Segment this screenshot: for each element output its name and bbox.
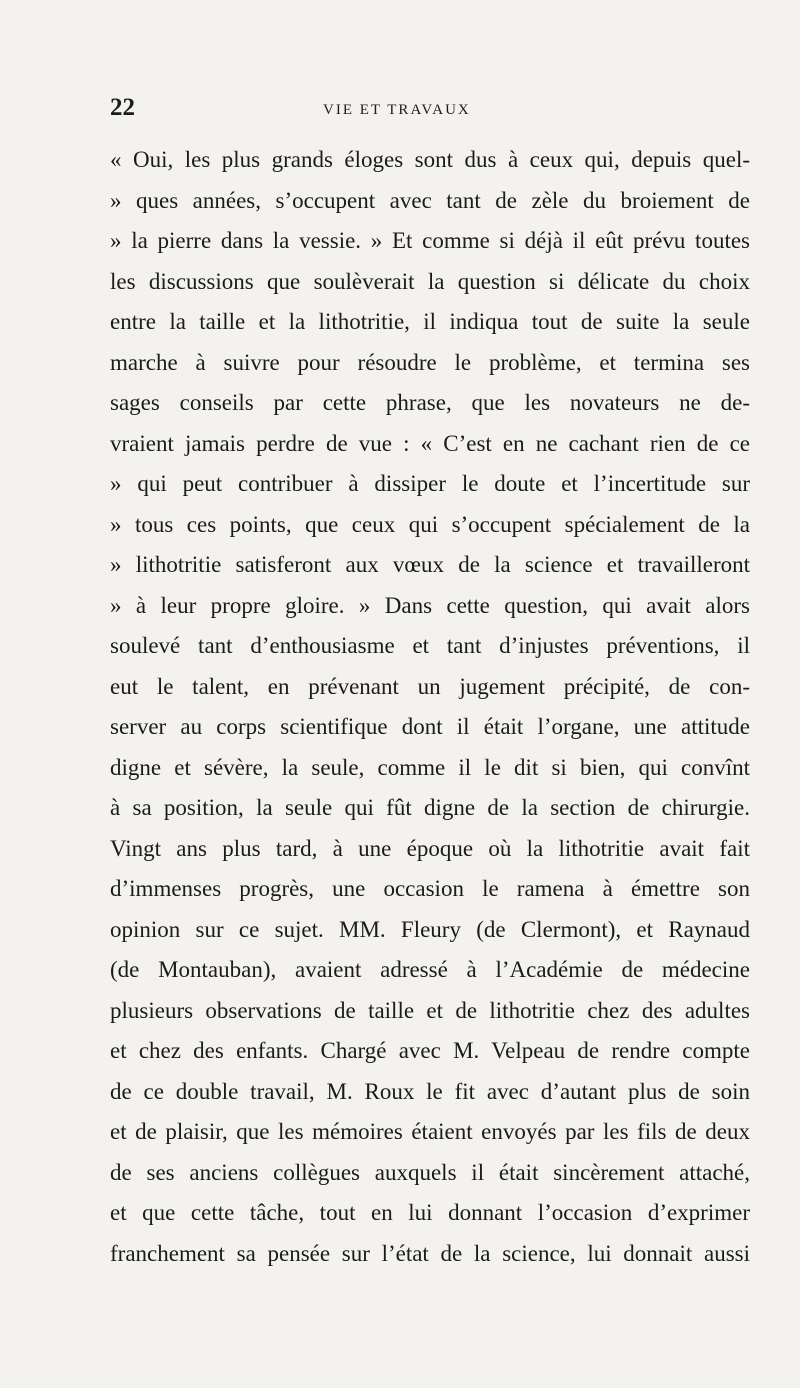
text-line: vraient jamais perdre de vue : « C’est en ne cachant rien de ce [110,430,750,456]
text-line: entre la taille et la lithotritie, il indiqua tout de suite la seule [110,309,750,334]
text-line: » lithotritie satisferont aux vœux de la science et travailleront [110,552,750,577]
text-line: digne et sévère, la seule, comme il le dit si bien, qui convînt [110,754,750,780]
running-title: VIE ET TRAVAUX [323,102,471,118]
text-line: à sa position, la seule qui fût digne de la section de chirurgie. [110,795,750,820]
text-line: « Oui, les plus grands éloges sont dus à ceux qui, depuis quel- [110,147,750,172]
text-line: » à leur propre gloire. » Dans cette question, qui avait alors [110,592,750,618]
text-line: sages conseils par cette phrase, que les novateurs ne de- [110,390,750,415]
text-line: Vingt ans plus tard, à une époque où la lithotritie avait fait [110,835,750,861]
text-line: » la pierre dans la vessie. » Et comme si déjà il eût prévu toutes [110,228,750,253]
text-line: opinion sur ce sujet. MM. Fleury (de Clermont), et Raynaud [110,916,750,942]
text-line: server au corps scientifique dont il était l’organe, une attitude [110,714,750,739]
text-line: de ce double travail, M. Roux le fit avec d’autant plus de soin [110,1078,750,1104]
text-line: et que cette tâche, tout en lui donnant l’occasion d’exprimer [110,1200,750,1225]
text-line: eut le talent, en prévenant un jugement précipité, de con- [110,673,750,699]
text-line: les discussions que soulèverait la question si délicate du choix [110,268,750,294]
text-line: plusieurs observations de taille et de lithotritie chez des adultes [110,997,750,1023]
text-line: » tous ces points, que ceux qui s’occupent spécialement de la [110,511,750,537]
body-text [110,140,750,1274]
text-line: et chez des enfants. Chargé avec M. Velpeau de rendre compte [110,1038,750,1063]
text-line: marche à suivre pour résoudre le problème, et termina ses [110,349,750,375]
text-line: franchement sa pensée sur l’état de la science, lui donnait aussi [110,1240,750,1266]
text-line: de ses anciens collègues auxquels il était sincèrement attaché, [110,1159,750,1185]
text-line: d’immenses progrès, une occasion le ramena à émettre son [110,876,750,901]
text-line: (de Montauban), avaient adressé à l’Académie de médecine [110,957,750,982]
page-header [110,94,730,130]
text-line: » ques années, s’occupent avec tant de zèle du broiement de [110,187,750,213]
text-line: » qui peut contribuer à dissiper le doute et l’incertitude sur [110,471,750,496]
page-number: 22 [110,94,135,121]
text-line: soulevé tant d’enthousiasme et tant d’injustes préventions, il [110,633,750,658]
text-line: et de plaisir, que les mémoires étaient envoyés par les fils de deux [110,1119,750,1144]
